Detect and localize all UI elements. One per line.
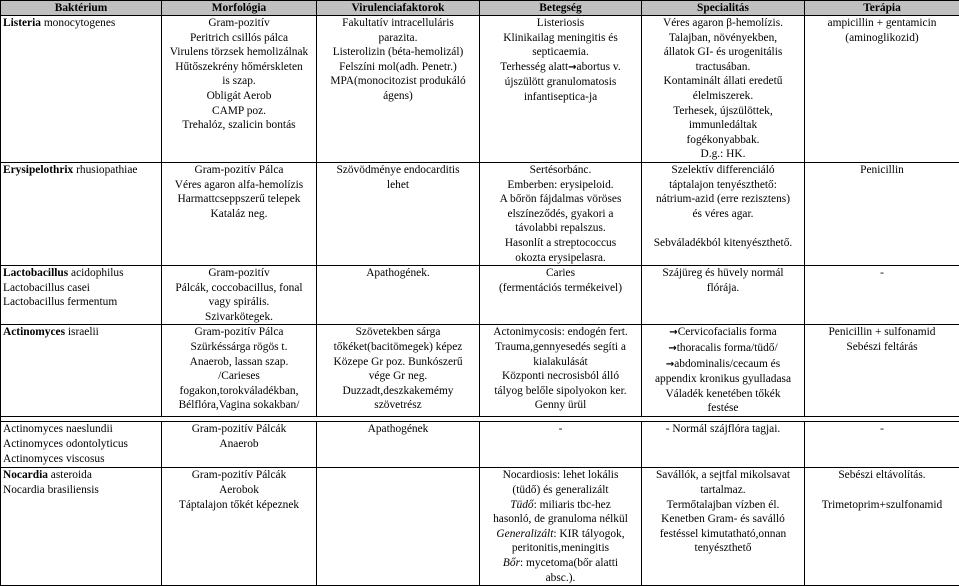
cell-text: thoracalis forma/tüdő/ [677,342,778,354]
cell-line: távolabbi repalszus. [482,221,639,236]
therapy-cell [805,16,959,163]
cell-line: újszülött granulomatosis [482,75,639,90]
virulence-cell [317,325,480,417]
cell-text: abdominalis/cecaum és [674,358,780,370]
cell-line: Apathogének. [319,266,477,281]
cell-line: Gram-pozitív Pálca [164,325,314,340]
virulence-cell [317,468,480,586]
speciality-cell [642,162,805,265]
cell-line: Listeriosis [482,16,639,31]
cell-line: appendix kronikus gyulladasa [644,372,802,387]
cell-line: Táptalajon tőkét képeznek [164,498,314,513]
cell-line: lehet [319,178,477,193]
cell-text: hasonló, de granuloma nélkül [493,513,628,525]
cell-line: Sebészi eltávolítás. [807,468,957,483]
cell-line: Központi necrosisból álló [482,369,639,384]
bacterium-name [3,16,159,31]
cell-text: peritonitis,meningitis [512,542,609,554]
genus-name: Lactobacillus [3,267,68,279]
cell-line: Sebváladékból kitenyészthető. [644,236,802,251]
cell-line: szövetrész [319,398,477,413]
cell-line: Hasonlít a streptococcus [482,236,639,251]
speciality-cell [642,325,805,417]
species-name: asteroida [48,469,92,481]
cell-line: Szövödménye endocarditis [319,163,477,178]
cell-line: Duzzadt,deszkakemémy [319,384,477,399]
disease-cell [480,325,642,417]
cell-text: Cervicofacialis forma [678,326,777,338]
header-cell: Morfológia [162,1,317,16]
cell-line: Hűtőszekrény hőmérskleten [164,60,314,75]
morphology-cell [162,266,317,325]
cell-line: Kataláz neg. [164,207,314,222]
cell-line: MPA(monocitozist produkáló [319,74,477,89]
cell-line: - [807,266,957,281]
cell-line: Genny ürül [482,398,639,413]
cell-line: vége Gr neg. [319,369,477,384]
species-name: acidophilus [68,267,123,279]
bacterium-cell [1,325,162,417]
species-name: Actinomyces odontolyticus [3,438,128,450]
right-arrow-icon: → [669,327,677,338]
cell-line: tractusában. [644,60,802,75]
cell-line: Listerolizin (béta-hemolizál) [319,45,477,60]
virulence-cell [317,162,480,265]
cell-line [482,571,639,586]
cell-line: Termőtalajban vízben él. [644,498,802,513]
morphology-cell [162,325,317,417]
cell-line: ágens) [319,89,477,104]
species-name: Actinomyces viscosus [3,453,105,465]
cell-line: Véres agaron β-hemolízis. [644,16,802,31]
header-cell: Baktérium [1,1,162,16]
cell-line: Szövetekben sárga [319,325,477,340]
cell-line [482,556,639,571]
cell-line: Felszíni mol(adh. Penetr.) [319,60,477,75]
species-name: Actinomyces naeslundii [3,423,113,435]
cell-line: tályog belőle sipolyokon ker. [482,384,639,399]
cell-line: Sebészi feltárás [807,340,957,355]
bacterium-cell [1,468,162,586]
cell-line: Peritrich csillós pálca [164,31,314,46]
cell-line: és véres agar. [644,207,802,222]
therapy-cell [805,325,959,417]
cell-line [644,221,802,236]
header-cell: Virulenciafaktorok [317,1,480,16]
cell-line: Szelektív differenciáló [644,163,802,178]
cell-line: Talajban, növényekben, [644,31,802,46]
table-row [1,162,959,265]
header-cell: Specialitás [642,1,805,16]
cell-text: : mycetoma(bőr alatti [520,557,618,569]
cell-line: élelmiszerek. [644,89,802,104]
cell-line: Kenetben Gram- és saválló [644,512,802,527]
genus-name: Actinomyces [3,326,65,338]
cell-line: Szájüreg és hüvely normál [644,266,802,281]
cell-line: Gram-pozitív Pálca [164,163,314,178]
cell-line: parazita. [319,31,477,46]
table-row [1,422,959,468]
cell-line: Sertésorbánc. [482,163,639,178]
cell-line: Virulens törzsek hemolizálnak [164,45,314,60]
bacterium-name [3,163,159,178]
cell-line [482,60,639,76]
cell-line: Gram-pozitív Pálcák [164,468,314,483]
therapy-cell [805,468,959,586]
cell-line: Bélflóra,Vagina sokakban/ [164,398,314,413]
bacterium-cell [1,266,162,325]
cell-line: ampicillin + gentamicin [807,16,957,31]
header-cell: Terápia [805,1,959,16]
cell-line: fogékonyabbak. [644,133,802,148]
morphology-cell [162,16,317,163]
italic-term: Tüdő [510,499,533,511]
species-name: israelii [65,326,99,338]
cell-line: Gram-pozitív [164,16,314,31]
cell-line: Apathogének [319,422,477,437]
right-arrow-icon: → [568,62,576,73]
cell-line: Klinikailag meningitis és [482,31,639,46]
therapy-cell [805,266,959,325]
species-name: Lactobacillus fermentum [3,296,117,308]
cell-line: elszíneződés, gyakori a [482,207,639,222]
virulence-cell [317,422,480,468]
cell-line: Aerobok [164,483,314,498]
cell-line: Közepe Gr poz. Bunkószerű [319,355,477,370]
virulence-cell [317,266,480,325]
cell-line: Trehalóz, szalicin bontás [164,118,314,133]
cell-line [482,541,639,556]
bacterium-cell [1,162,162,265]
speciality-cell [642,16,805,163]
cell-line: A bőrön fájdalmas vöröses [482,192,639,207]
cell-text: Terhesség alatt [500,61,568,73]
cell-line: vagy spirális. [164,295,314,310]
cell-line: Fakultatív intracelluláris [319,16,477,31]
table-row [1,266,959,325]
genus-name: Listeria [3,17,41,29]
table-row [1,468,959,586]
cell-line: Anaerob, lassan szap. [164,355,314,370]
cell-line: flórája. [644,281,802,296]
table-row [1,16,959,163]
cell-line: Váladék kenetében tőkék [644,387,802,402]
genus-name: Nocardia [3,469,48,481]
cell-line [807,483,957,498]
cell-line: infantiseptica-ja [482,90,639,105]
species-name: rhusiopathiae [73,164,137,176]
therapy-cell [805,422,959,468]
cell-line [482,527,639,542]
cell-line: Trimetoprim+szulfonamid [807,498,957,513]
cell-line: Pálcák, coccobacillus, fonal [164,281,314,296]
cell-line: (aminoglikozid) [807,31,957,46]
cell-line: állatok GI- és urogenitális [644,45,802,60]
italic-term: Bőr [503,557,520,569]
cell-line [644,357,802,373]
italic-term: Generalizált [496,528,553,540]
cell-line: Gram-pozitív [164,266,314,281]
cell-line: kialakulását [482,355,639,370]
speciality-cell [642,422,805,468]
bacterium-cell [1,16,162,163]
morphology-cell [162,162,317,265]
bacterium-name [3,422,159,437]
cell-line: /Carieses [164,369,314,384]
cell-line: Gram-pozitív Pálcák [164,422,314,437]
cell-line: Kontaminált állati eredetű [644,74,802,89]
bacterium-name [3,295,159,310]
cell-line: Harmattcseppszerű telepek [164,192,314,207]
speciality-cell [642,468,805,586]
right-arrow-icon: → [666,359,674,370]
header-cell: Betegség [480,1,642,16]
cell-line: (fermentációs termékeivel) [482,281,639,296]
cell-line: Nocardiosis: lehet lokális [482,468,639,483]
virulence-cell [317,16,480,163]
cell-line [644,325,802,341]
cell-line: tartalmaz. [644,483,802,498]
bacterium-name [3,483,159,498]
bacterium-name [3,452,159,467]
cell-line: - Normál szájflóra tagjai. [644,422,802,437]
disease-cell [480,468,642,586]
cell-line: septicaemia. [482,45,639,60]
cell-line: festéssel kimutatható,onnan [644,527,802,542]
cell-line [644,341,802,357]
cell-line: Anaerob [164,437,314,452]
cell-line: fogakon,torokváladékban, [164,384,314,399]
header-row [1,1,959,16]
cell-line: Penicillin + sulfonamid [807,325,957,340]
cell-line: D.g.: HK. [644,147,802,162]
morphology-cell [162,468,317,586]
speciality-cell [642,266,805,325]
species-name: Lactobacillus casei [3,282,90,294]
cell-line [482,512,639,527]
disease-cell [480,162,642,265]
genus-name: Erysipelothrix [3,164,73,176]
disease-cell [480,266,642,325]
bacterium-name [3,281,159,296]
cell-line: Emberben: erysipeloid. [482,178,639,193]
cell-line [482,498,639,513]
bacterium-cell [1,422,162,468]
table-row [1,325,959,417]
cell-text: : miliaris tbc-hez [534,499,611,511]
cell-line: Terhesek, újszülöttek, [644,104,802,119]
cell-line: nátrium-azid (erre rezisztens) [644,192,802,207]
cell-line: - [807,422,957,437]
bacterium-name [3,266,159,281]
bacterium-name [3,325,159,340]
cell-line: Szürkéssárga rögös t. [164,340,314,355]
cell-line: tenyészthető [644,541,802,556]
morphology-cell [162,422,317,468]
cell-line: Actonimycosis: endogén fert. [482,325,639,340]
cell-line: Savállók, a sejtfal mikolsavat [644,468,802,483]
cell-line: Trauma,gennyesedés segíti a [482,340,639,355]
cell-line: (tüdő) és generalizált [482,483,639,498]
disease-cell [480,16,642,163]
bacterium-name [3,437,159,452]
cell-line: Szivarkötegek. [164,310,314,325]
therapy-cell [805,162,959,265]
right-arrow-icon: → [668,343,676,354]
cell-line: táptalajon tenyészthető: [644,178,802,193]
cell-line: Obligát Aerob [164,89,314,104]
cell-line: Véres agaron alfa-hemolízis [164,178,314,193]
cell-text: abortus v. [577,61,621,73]
cell-text: absc.). [546,572,576,584]
cell-line: Penicillin [807,163,957,178]
cell-line: Caries [482,266,639,281]
cell-line: CAMP poz. [164,104,314,119]
cell-line: is szap. [164,74,314,89]
cell-line: tőkéket(bacitömegek) képez [319,340,477,355]
cell-line: - [482,422,639,437]
species-name: Nocardia brasiliensis [3,484,99,496]
cell-line: immunledáltak [644,118,802,133]
disease-cell [480,422,642,468]
cell-line: festése [644,401,802,416]
cell-line: okozta erysipelasra. [482,251,639,266]
cell-text: : KIR tályogok, [553,528,624,540]
species-name: monocytogenes [41,17,115,29]
bacterium-name [3,468,159,483]
